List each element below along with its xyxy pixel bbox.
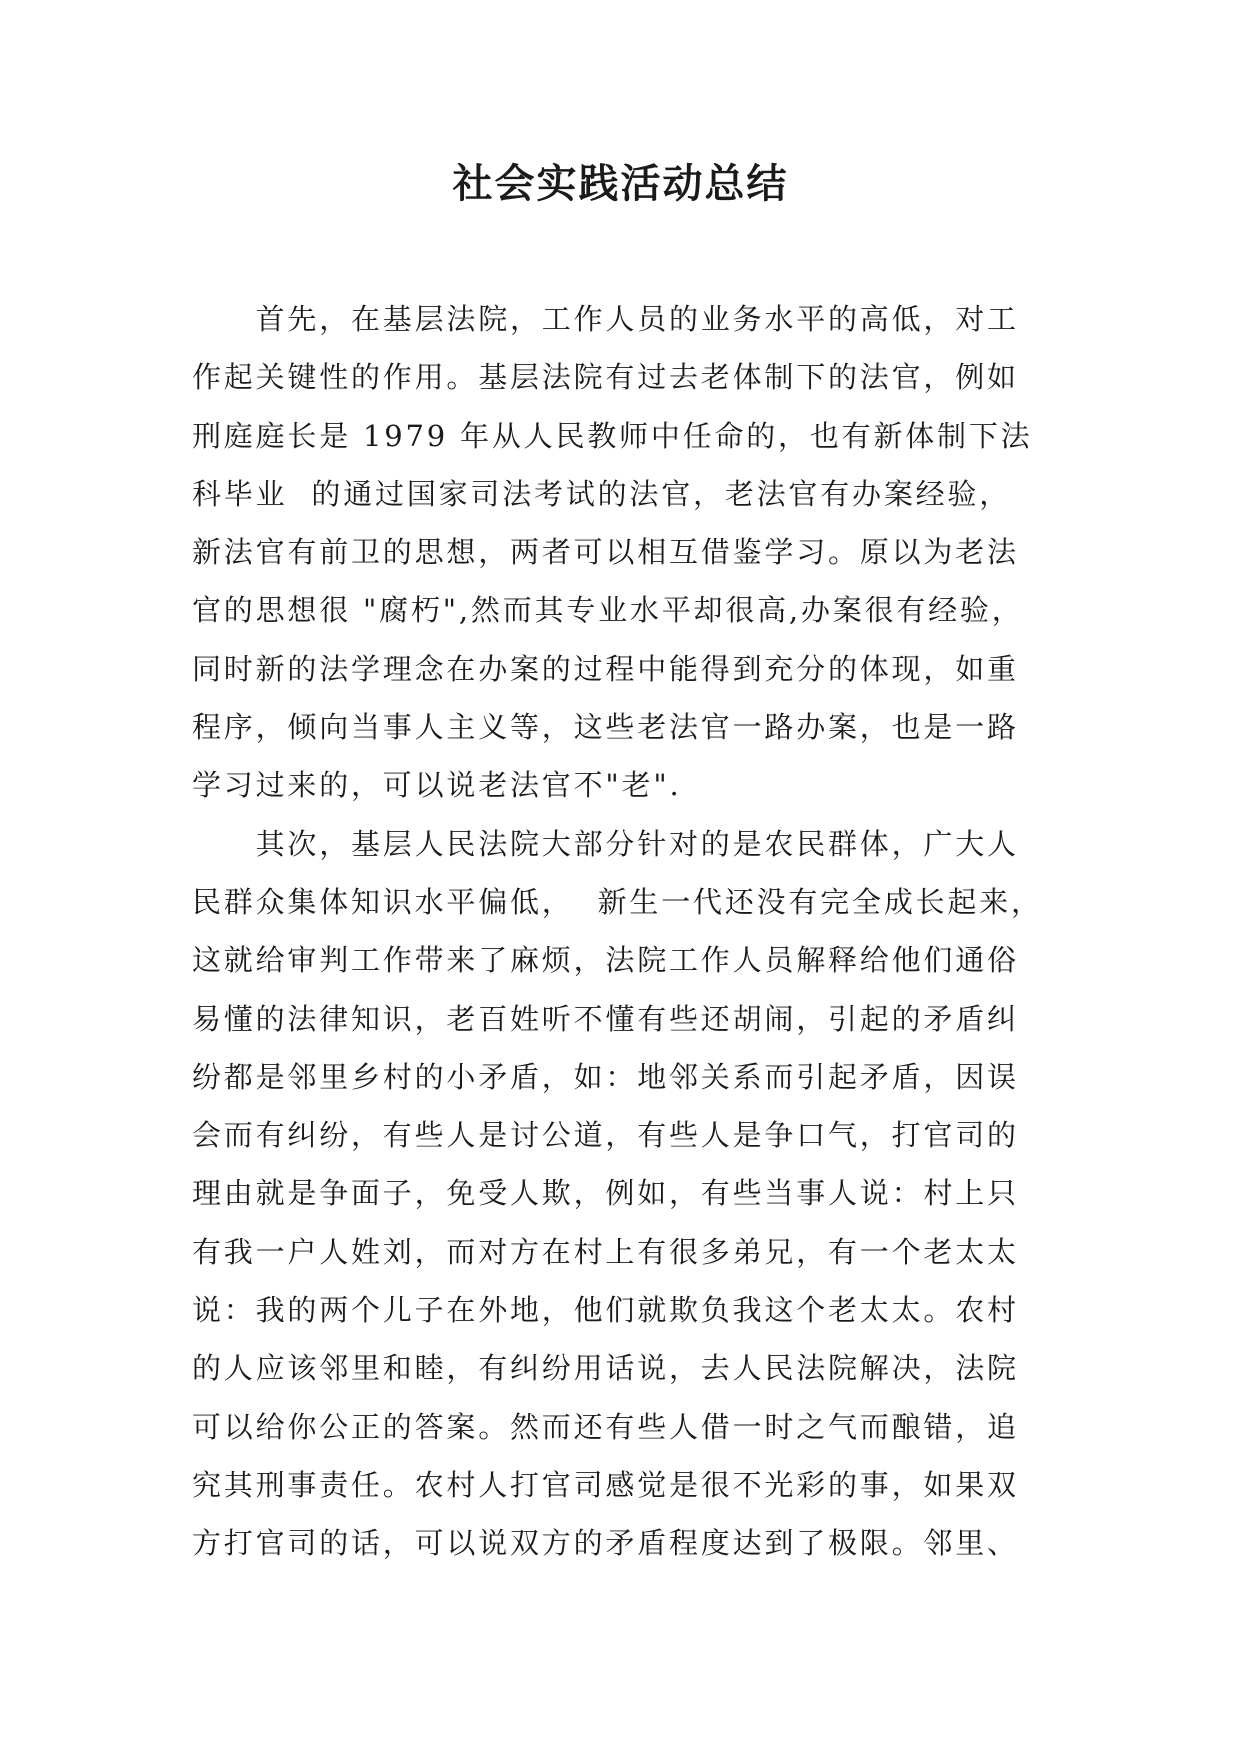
text-line: 的人应该邻里和睦，有纠纷用话说，去人民法院解决，法院 — [192, 1351, 1019, 1386]
text-line: 程序，倾向当事人主义等，这些老法官一路办案，也是一路 — [192, 710, 1019, 745]
text-line: 会而有纠纷，有些人是讨公道，有些人是争口气，打官司的 — [192, 1118, 1019, 1153]
text-line: 同时新的法学理念在办案的过程中能得到充分的体现，如重 — [192, 651, 1019, 686]
document-body — [192, 290, 1072, 1573]
text-line: 刑庭庭长是 1979 年从人民教师中任命的，也有新体制下法 — [192, 418, 1033, 453]
text-line: 纷都是邻里乡村的小矛盾，如：地邻关系而引起矛盾，因误 — [192, 1059, 1019, 1094]
text-line: 作起关键性的作用。基层法院有过去老体制下的法官，例如 — [192, 360, 1019, 395]
text-line: 学习过来的，可以说老法官不"老". — [192, 768, 682, 803]
text-line: 官的思想很 "腐朽",然而其专业水平却很高,办案很有经验， — [192, 593, 1024, 628]
text-line: 民群众集体知识水平偏低， 新生一代还没有完全成长起来， — [192, 884, 1043, 919]
text-line: 科毕业 的通过国家司法考试的法官，老法官有办案经验， — [192, 476, 1012, 511]
text-line: 究其刑事责任。农村人打官司感觉是很不光彩的事，如果双 — [192, 1467, 1019, 1502]
text-line: 这就给审判工作带来了麻烦，法院工作人员解释给他们通俗 — [192, 943, 1019, 978]
text-line: 新法官有前卫的思想，两者可以相互借鉴学习。原以为老法 — [192, 535, 1019, 570]
text-line: 易懂的法律知识，老百姓听不懂有些还胡闹，引起的矛盾纠 — [192, 1001, 1019, 1036]
text-line: 方打官司的话，可以说双方的矛盾程度达到了极限。邻里、 — [192, 1526, 1019, 1561]
text-line: 说：我的两个儿子在外地，他们就欺负我这个老太太。农村 — [192, 1293, 1019, 1328]
text-line: 有我一户人姓刘，而对方在村上有很多弟兄，有一个老太太 — [192, 1234, 1019, 1269]
document-title: 社会实践活动总结 — [452, 160, 789, 207]
text-line: 首先，在基层法院，工作人员的业务水平的高低，对工 — [192, 302, 1019, 336]
text-line: 理由就是争面子，免受人欺，例如，有些当事人说：村上只 — [192, 1176, 1019, 1211]
text-line: 其次，基层人民法院大部分针对的是农民群体，广大人 — [192, 826, 1019, 861]
text-line: 可以给你公正的答案。然而还有些人借一时之气而酿错，追 — [192, 1409, 1019, 1444]
